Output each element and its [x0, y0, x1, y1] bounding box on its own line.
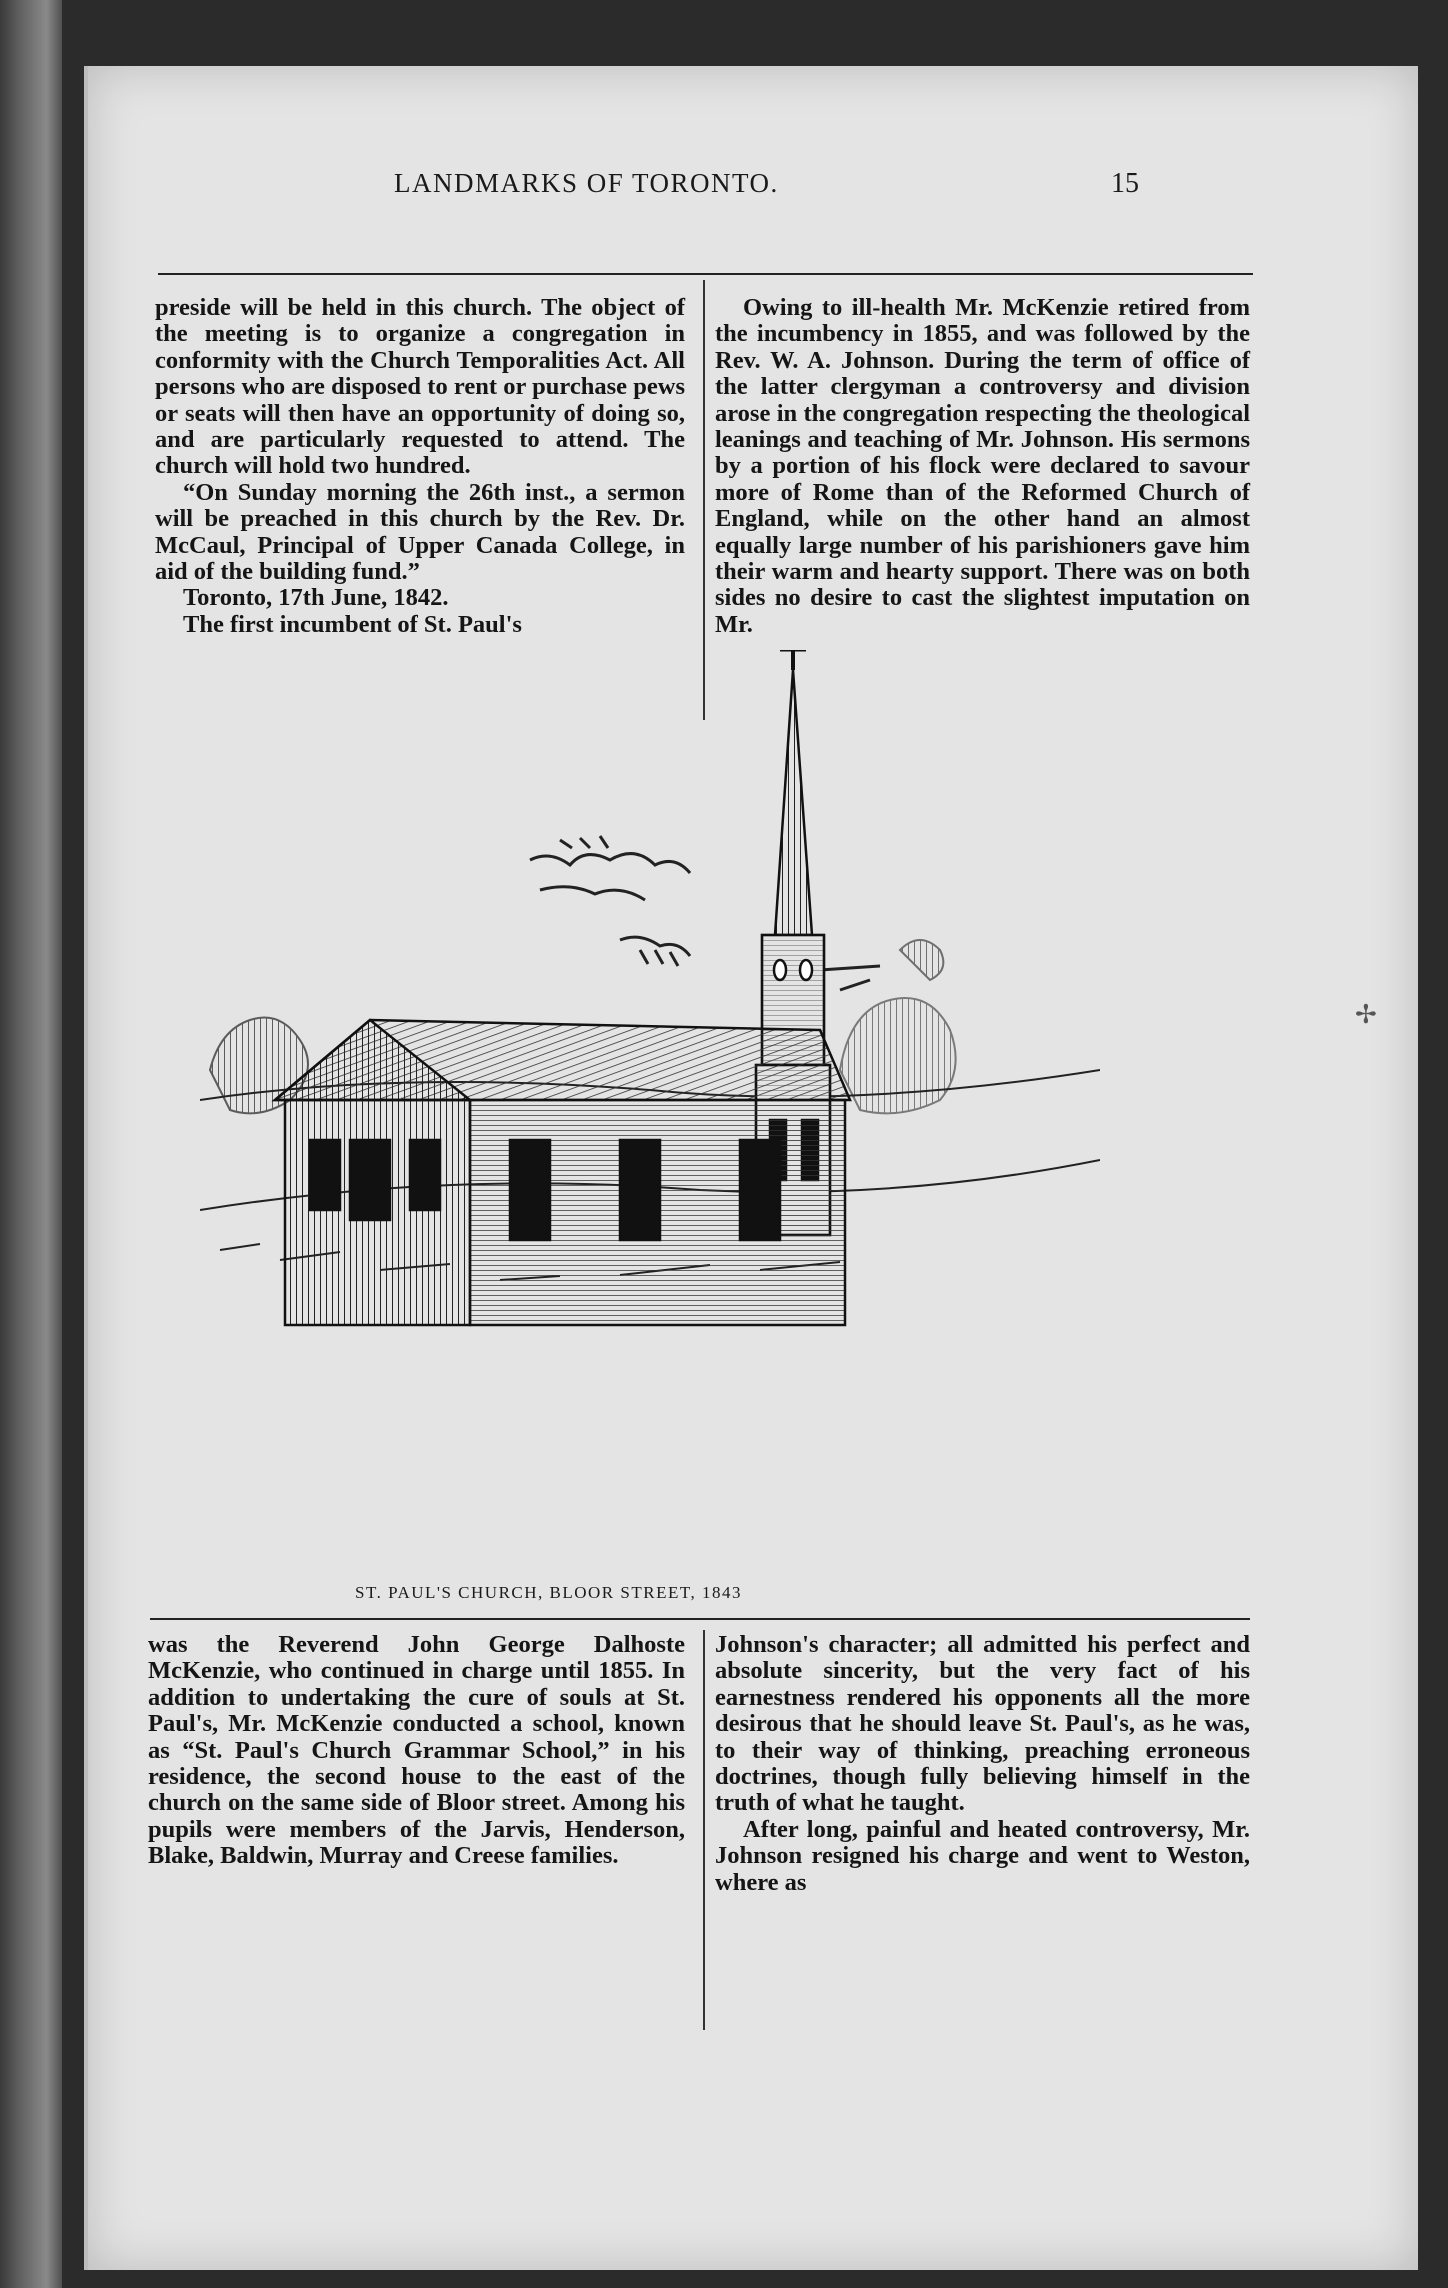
- header-rule: [158, 273, 1253, 275]
- margin-mark: ✢: [1355, 1000, 1377, 1029]
- column-bottom-right: [715, 1632, 1250, 1896]
- paragraph: The first incumbent of St. Paul's: [183, 610, 522, 638]
- dateline: Toronto, 17th June, 1842.: [183, 584, 449, 612]
- paragraph: Owing to ill-health Mr. McKenzie retired from the incumbency in 1855, and was followed by the Rev. W. A. Johnson. During the term of office of the latter clergyman a controversy and division arose in the congregation respecting the theological leanings and teaching of Mr. Johnson. His sermons by a portion of his flock were declared to savour more of Rome than of the Reformed Church of England, while on the other hand an almost equally large number of his parishioners gave him their warm and hearty support. There was on both sides no desire to cast the slightest imputation on Mr.: [715, 294, 1250, 638]
- adjacent-page-edge: [0, 0, 62, 2288]
- paragraph: Johnson's character; all admitted his perfect and absolute sincerity, but the very fact of his earnestness rendered his opponents all the more desirous that he should leave St. Paul's, as he was, to their way of thinking, preaching erroneous doctrines, though fully believing himself in the truth of what he taught.: [715, 1631, 1250, 1817]
- column-bottom-left: [148, 1632, 685, 1870]
- figure-caption: ST. PAUL'S CHURCH, BLOOR STREET, 1843: [355, 1583, 742, 1602]
- column-top-left: [155, 295, 685, 638]
- church-building: [275, 1020, 850, 1325]
- cloud-sketch-icon: [530, 836, 880, 990]
- column-divider-bottom: [703, 1630, 705, 2030]
- paragraph: After long, painful and heated controversy, Mr. Johnson resigned his charge and went to Weston, where as: [715, 1815, 1250, 1896]
- paragraph: “On Sunday morning the 26th inst., a sermon will be preached in this church by the Rev. Dr. McCaul, Principal of Upper Canada College, in aid of the building fund.”: [155, 478, 685, 586]
- page-number: 15: [1111, 168, 1139, 199]
- caption-rule: [150, 1618, 1250, 1620]
- running-title: LANDMARKS OF TORONTO.: [394, 168, 779, 198]
- column-top-right: [715, 295, 1250, 638]
- paragraph: was the Reverend John George Dalhoste McKenzie, who continued in charge until 1855. In addition to undertaking the cure of souls at St. Paul's, Mr. McKenzie conducted a school, known as “St. Paul's Church Grammar School,” in his residence, the second house to the east of the church on the same side of Bloor street. Among his pupils were members of the Jarvis, Henderson, Blake, Baldwin, Murray and Creese families.: [148, 1631, 685, 1870]
- church-engraving: [200, 650, 1100, 1550]
- paragraph: preside will be held in this church. The object of the meeting is to organize a congregation in conformity with the Church Temporalities Act. All persons who are disposed to rent or purchase pews or seats will then have an opportunity of doing so, and are particularly requested to attend. The church will hold two hundred.: [155, 294, 685, 480]
